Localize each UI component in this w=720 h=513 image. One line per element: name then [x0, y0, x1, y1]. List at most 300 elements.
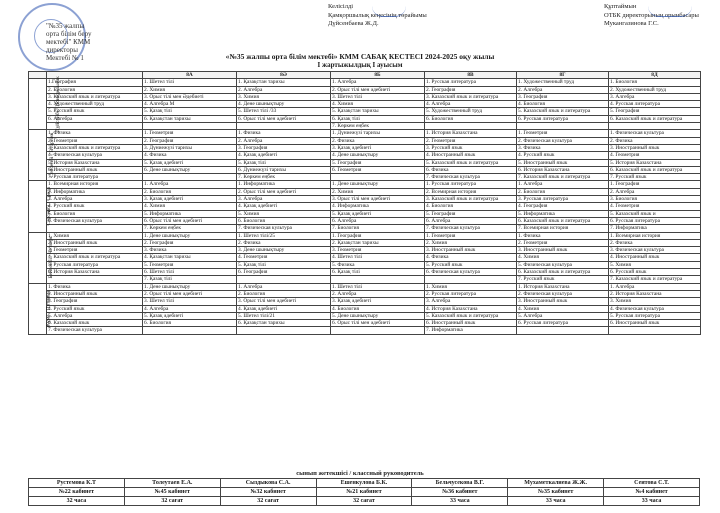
header-right-line: Мукангазинова Г.С.	[604, 20, 659, 27]
lesson-cell: 4. Қазақ әдебиеті	[237, 305, 331, 312]
lesson-cell: 4. Художественный труд	[47, 101, 143, 108]
lesson-cell: 3. Алгебра	[425, 298, 517, 305]
day-label-text: Дүйсенбі / Понедельник	[54, 76, 61, 133]
lesson-cell: 4. Биология	[517, 101, 609, 108]
lesson-cell: 1. Информатика	[237, 181, 331, 188]
lesson-cell: 2. История Казахстана	[609, 290, 701, 297]
header-left-line: мектебі" КММ	[46, 38, 91, 46]
schedule-row	[29, 232, 701, 239]
lesson-cell: 1. Физическая культура	[609, 130, 701, 137]
footer-room-cell: №22 кабинет	[29, 488, 125, 497]
lesson-cell: 2. Алгебра	[331, 290, 425, 297]
lesson-cell: 3. Алгебра	[47, 196, 143, 203]
lesson-cell	[517, 327, 609, 334]
lesson-cell: 6. Русский язык	[609, 269, 701, 276]
lesson-cell: 5. Қазақ әдебиеті	[331, 210, 425, 217]
lesson-cell: 4. Биология	[425, 203, 517, 210]
lesson-cell: 1. Русская литература	[425, 181, 517, 188]
lesson-cell: 1. Алгебра	[143, 181, 237, 188]
footer-room-cell: №32 кабинет	[220, 488, 316, 497]
lesson-cell: 3. Қазақ әдебиеті	[331, 298, 425, 305]
lesson-cell: 5. Қазақ тілі	[237, 159, 331, 166]
lesson-cell: 2. Физическая культура	[517, 137, 609, 144]
lesson-cell: 6. Алгебра	[425, 217, 517, 224]
header-right-line: Құптаймын	[604, 3, 637, 10]
footer-hour-cell: 32 сағат	[316, 497, 412, 506]
lesson-cell: 3. Иностранный язык	[425, 247, 517, 254]
footer-row-rooms	[29, 488, 700, 497]
header-mid-line: Қамқоршылық кеңесінің төрайымы	[328, 11, 427, 19]
schedule-row	[29, 115, 701, 122]
lesson-cell: 5. Химия	[237, 210, 331, 217]
lesson-cell: 1. Химия	[425, 283, 517, 290]
lesson-cell: 4. Физическая культура	[47, 152, 143, 159]
lesson-cell: 3. Физика	[517, 144, 609, 151]
schedule-row	[29, 217, 701, 224]
footer-teacher-cell: Мухаметкалиева Ж.Ж.	[508, 479, 604, 488]
lesson-cell: 4. Алгебра	[143, 305, 237, 312]
page-title: «№35 жалпы орта білім мектебі» КММ САБАҚ КЕСТЕСІ 2024-2025 оқу жылы	[225, 52, 495, 61]
lesson-cell: 1. Всемирная история	[47, 181, 143, 188]
lesson-cell: 1. Художественный труд	[517, 79, 609, 86]
lesson-cell: 3. Физическая культура	[609, 247, 701, 254]
lesson-cell: 2. Биология	[143, 188, 237, 195]
lesson-cell: 1. Шетел тілі/25	[237, 232, 331, 239]
lesson-cell: 1. Алгебра	[331, 79, 425, 86]
lesson-cell: 3. Орыс тілі мен әдебиеті	[331, 196, 425, 203]
lesson-cell: 3. Дүниежүзі тарихы	[143, 144, 237, 151]
day-label-text: Бейсенбі / Четверг	[48, 236, 55, 279]
schedule-table	[28, 71, 701, 335]
lesson-cell: 6. Геометрия	[331, 166, 425, 173]
lesson-cell: 2. Орыс тілі мен әдебиеті	[331, 86, 425, 93]
signature-right	[648, 6, 692, 17]
lesson-cell: 1. География	[609, 181, 701, 188]
class-header: 8В	[425, 72, 517, 79]
schedule-row	[29, 283, 701, 290]
lesson-cell: 5. Казахский язык и литература	[425, 312, 517, 319]
lesson-cell: 3. Шетел тілі	[331, 93, 425, 100]
footer-hour-cell: 32 сағат	[124, 497, 220, 506]
day-label	[29, 130, 56, 181]
lesson-cell: 1. Шетел тілі	[331, 283, 425, 290]
lesson-cell: 6. Физическая культура	[47, 217, 143, 224]
lesson-cell	[237, 276, 331, 283]
footer-teacher-cell: Сыздыкова С.А.	[220, 479, 316, 488]
lesson-cell: 3. Казахский язык и литература	[425, 93, 517, 100]
footer-row-hours	[29, 497, 700, 506]
lesson-cell: 6. Казахский язык и литература	[517, 217, 609, 224]
lesson-cell: 5. Алгебра	[47, 312, 143, 319]
day-label	[29, 283, 52, 334]
lesson-cell	[425, 123, 517, 130]
lesson-cell: 4. Физика	[425, 254, 517, 261]
schedule-row	[29, 254, 701, 261]
lesson-cell: 3. Казахский язык и литература	[425, 196, 517, 203]
lesson-cell: 2. Всемирная история	[425, 188, 517, 195]
lesson-cell: 7. Всемирная история	[517, 225, 609, 232]
schedule-row	[29, 320, 701, 327]
lesson-cell: 3. Қазақ әдебиеті	[331, 144, 425, 151]
lesson-cell	[237, 327, 331, 334]
footer-hour-cell: 33 часа	[508, 497, 604, 506]
lesson-cell: 1. Физика	[47, 130, 143, 137]
schedule-row	[29, 137, 701, 144]
footer-hour-cell: 33 часа	[412, 497, 508, 506]
schedule-row	[29, 239, 701, 246]
lesson-cell: 7. Русская литература	[47, 174, 143, 181]
lesson-cell: 3. Алгебра	[237, 196, 331, 203]
lesson-cell: 6. Алгебра	[331, 217, 425, 224]
lesson-cell: 2. Русская литература	[425, 290, 517, 297]
lesson-cell: 1. Геометрия	[517, 130, 609, 137]
lesson-cell: 3. Геометрия	[47, 247, 143, 254]
lesson-cell: 1. Алгебра	[237, 283, 331, 290]
lesson-cell: 5. Физика	[331, 261, 425, 268]
lesson-cell	[143, 174, 237, 181]
lesson-cell: 7. Информатика	[425, 327, 517, 334]
lesson-cell: 7. Физическая культура	[425, 225, 517, 232]
lesson-cell: 2. Алгебра	[237, 86, 331, 93]
footer-teacher-cell: Бельчусекова В.Г.	[412, 479, 508, 488]
lesson-cell: 6. Алгебра	[47, 115, 143, 122]
lesson-cell: 3. Физика	[143, 247, 237, 254]
lesson-cell: 5. Художественный труд	[425, 108, 517, 115]
lesson-cell: 1. Геометрия	[425, 232, 517, 239]
lesson-cell: 4. Казахский язык и литература	[47, 254, 143, 261]
lesson-cell: 4. Химия	[331, 101, 425, 108]
lesson-cell: 3. Химия	[609, 298, 701, 305]
class-header: 8Б	[331, 72, 425, 79]
lesson-cell: 6. Биология	[143, 320, 237, 327]
lesson-cell: 5. Казахский язык и	[609, 210, 701, 217]
lesson-cell: 5. Русская литература	[47, 261, 143, 268]
day-label	[29, 181, 53, 232]
lesson-cell: 3. Русский язык	[425, 144, 517, 151]
lesson-cell: 2. Орыс тілі мен әдебиеті	[237, 188, 331, 195]
class-header: 8Д	[609, 72, 701, 79]
lesson-cell: 7. Биология	[331, 225, 425, 232]
lesson-cell: 4. Химия	[143, 203, 237, 210]
schedule-row	[29, 196, 701, 203]
lesson-cell: 1. История Казахстана	[425, 130, 517, 137]
header-mid-line: Келісілді	[328, 3, 354, 10]
lesson-cell: 1. Всемирная история	[609, 232, 701, 239]
lesson-cell: 3. Биология	[609, 196, 701, 203]
lesson-cell: 2. Иностранный язык	[47, 290, 143, 297]
schedule-row	[29, 86, 701, 93]
lesson-cell: 6. Қазақстан тарихы	[237, 320, 331, 327]
lesson-cell: 6. Иностранный язык	[609, 320, 701, 327]
schedule-row	[29, 188, 701, 195]
lesson-cell: 6. Русская литература	[517, 115, 609, 122]
lesson-cell: 6. Русская литература	[517, 320, 609, 327]
schedule-row	[29, 123, 701, 130]
class-header: 8А	[143, 72, 237, 79]
lesson-cell: 6. Русская литература	[609, 217, 701, 224]
lesson-cell: 1. Геометрия	[143, 130, 237, 137]
lesson-cell: 4. Русская литература	[609, 101, 701, 108]
lesson-cell: 4. Иностранный язык	[609, 254, 701, 261]
lesson-cell: 2. Қазақстан тарихы	[331, 239, 425, 246]
day-label-text: Жұма / Пятница	[45, 290, 52, 328]
schedule-row	[29, 247, 701, 254]
footer-room-cell: №35 кабинет	[508, 488, 604, 497]
lesson-cell	[609, 327, 701, 334]
lesson-cell: 4. Қазақ әдебиеті	[237, 152, 331, 159]
day-label-text: Сәрсенбі / Среда	[46, 187, 53, 226]
lesson-cell: 6. История Казахстана	[47, 269, 143, 276]
header-right-line: ОТБК директорының орынбасары	[604, 11, 699, 19]
lesson-cell: 2. Физика	[237, 239, 331, 246]
header-left-line: директоры	[46, 46, 78, 54]
lesson-cell: 5. Дене шынықтыру	[331, 312, 425, 319]
lesson-cell: 6. Қазақ тілі	[331, 269, 425, 276]
lesson-cell: 6. Иностранный язык	[425, 320, 517, 327]
lesson-cell: 4. Физическая культура	[609, 305, 701, 312]
schedule-row	[29, 159, 701, 166]
lesson-cell: 1. История Казахстана	[517, 283, 609, 290]
lesson-cell: 4. История Казахстана	[425, 305, 517, 312]
lesson-cell: 5. География	[609, 108, 701, 115]
lesson-cell: 5. История Казахстана	[609, 159, 701, 166]
lesson-cell: 2. География	[425, 86, 517, 93]
lesson-cell: 4. Геометрия	[237, 254, 331, 261]
class-header: 8Ә	[237, 72, 331, 79]
lesson-cell: 5. Қазақ тілі	[237, 261, 331, 268]
lesson-cell: 7. Физическая культура	[47, 327, 143, 334]
footer-teacher-cell: Сеитова С.Т.	[604, 479, 700, 488]
footer-hour-cell: 32 часа	[29, 497, 125, 506]
lesson-cell: 1.География	[47, 79, 143, 86]
lesson-cell: 1. Физика	[47, 283, 143, 290]
schedule-row	[29, 101, 701, 108]
lesson-cell	[143, 123, 237, 130]
lesson-cell: 6. География	[237, 269, 331, 276]
lesson-cell: 4. Алгебра М	[143, 101, 237, 108]
schedule-row	[29, 152, 701, 159]
schedule-row	[29, 203, 701, 210]
lesson-cell	[237, 123, 331, 130]
lesson-cell: 2. Художественный труд	[609, 86, 701, 93]
lesson-cell: 3. Иностранный язык	[517, 247, 609, 254]
lesson-cell: 5. Қазақ тілі	[143, 108, 237, 115]
lesson-cell: 1. Дүниежүзі тарихы	[331, 130, 425, 137]
lesson-cell: 6. Биология	[237, 217, 331, 224]
lesson-cell: 6. Қазақ тілі	[331, 115, 425, 122]
lesson-cell: 3. География	[517, 93, 609, 100]
lesson-cell: 3. Иностранный язык	[517, 298, 609, 305]
lesson-cell: 1. География	[331, 232, 425, 239]
lesson-cell: 5. Информатика	[517, 210, 609, 217]
footer-room-cell: №21 кабинет	[316, 488, 412, 497]
lesson-cell: 7. Казахский язык и литература	[609, 276, 701, 283]
lesson-cell	[425, 276, 517, 283]
lesson-cell: 3. География	[47, 298, 143, 305]
footer-room-cell: №45 кабинет	[124, 488, 220, 497]
lesson-cell: 6. Шетел тілі	[143, 269, 237, 276]
lesson-cell: 4. Русский язык	[47, 305, 143, 312]
schedule-row	[29, 174, 701, 181]
header-mid-line: Дүйсенбаева Ж.Д.	[328, 20, 379, 27]
lesson-cell: 7. Физическая культура	[237, 225, 331, 232]
lesson-cell: 2. Геометрия	[425, 137, 517, 144]
lesson-cell: 1. Дене шынықтыру	[143, 232, 237, 239]
lesson-cell: 5. Казахский язык и литература	[425, 159, 517, 166]
lesson-cell: 2. Информатика	[47, 188, 143, 195]
lesson-cell: 6. Орыс тілі мен әдебиеті	[143, 217, 237, 224]
schedule-row	[29, 327, 701, 334]
lesson-cell: 5. География	[425, 210, 517, 217]
lesson-cell: 3. Иностранный язык	[609, 144, 701, 151]
lesson-cell	[47, 276, 143, 283]
schedule-row	[29, 312, 701, 319]
header-left-line: орта білім беру	[46, 30, 92, 38]
schedule-row	[29, 276, 701, 283]
schedule-row	[29, 108, 701, 115]
lesson-cell: 2. Биология	[517, 188, 609, 195]
schedule-row	[29, 261, 701, 268]
lesson-cell	[331, 174, 425, 181]
lesson-cell: 7. Қазақ тілі	[143, 276, 237, 283]
lesson-cell	[143, 327, 237, 334]
schedule-row	[29, 181, 701, 188]
lesson-cell: 4. Физика	[143, 152, 237, 159]
lesson-cell: 3. Шетел тілі	[143, 298, 237, 305]
lesson-cell: 6. Орыс тілі мен әдебиеті	[237, 115, 331, 122]
lesson-cell: 5. География	[331, 159, 425, 166]
lesson-cell: 6. Казахский язык и литература	[609, 166, 701, 173]
footer-teacher-cell: Ешенкулова Б.К.	[316, 479, 412, 488]
schedule-row	[29, 290, 701, 297]
lesson-cell: 1. Алгебра	[609, 283, 701, 290]
lesson-cell: 4. Химия	[517, 305, 609, 312]
lesson-cell: 3. Казахский язык и литература	[47, 93, 143, 100]
lesson-cell: 1. Химия	[47, 232, 143, 239]
footer-room-cell: №4 кабинет	[604, 488, 700, 497]
lesson-cell	[517, 123, 609, 130]
header-left-line: "№35 жалпы	[46, 22, 85, 30]
footer-hour-cell: 33 часа	[604, 497, 700, 506]
footer-teacher-cell: Рустемова К.Т	[29, 479, 125, 488]
lesson-cell: 5. Иностранный язык	[517, 159, 609, 166]
lesson-cell: 7. Көркем еңбек	[143, 225, 237, 232]
lesson-cell: 3. Орыс тілі мен әдебиеті	[237, 298, 331, 305]
lesson-cell: 5. Физическая культура	[517, 261, 609, 268]
lesson-cell: 5. Геометрия	[143, 261, 237, 268]
footer-row-teachers	[29, 479, 700, 488]
class-header-row	[29, 72, 701, 79]
lesson-cell: 5. Русский язык	[425, 261, 517, 268]
lesson-cell	[609, 123, 701, 130]
lesson-cell: 2. География	[143, 137, 237, 144]
lesson-cell: 2. Алгебра	[237, 137, 331, 144]
lesson-cell: 3. Геометрия	[331, 247, 425, 254]
lesson-cell: 4. Русский язык	[517, 152, 609, 159]
lesson-cell: 7. Көркем еңбек	[237, 174, 331, 181]
lesson-cell: 1. Дене шынықтыру	[331, 181, 425, 188]
lesson-cell: 3. Қазақ әдебиеті	[143, 196, 237, 203]
lesson-cell: 6. Казахский язык и литература	[609, 115, 701, 122]
class-header: 8Г	[517, 72, 609, 79]
lesson-cell	[47, 225, 143, 232]
schedule-row	[29, 225, 701, 232]
schedule-row	[29, 305, 701, 312]
lesson-cell: 2. Геометрия	[517, 239, 609, 246]
header-left-line: Мектебі № 1	[46, 54, 84, 62]
lesson-cell: 2. Физика	[609, 239, 701, 246]
lesson-cell: 6. Қазақстан тарихы	[143, 115, 237, 122]
lesson-cell: 4. Дене шынықтыру	[237, 101, 331, 108]
lesson-cell: 2. Физическая культура	[517, 290, 609, 297]
lesson-cell: 3. Казахский язык и литература	[47, 144, 143, 151]
schedule-row	[29, 210, 701, 217]
lesson-cell: 1. Русская литература	[425, 79, 517, 86]
lesson-cell: 5. Казахский язык и литература	[517, 108, 609, 115]
lesson-cell: 5. Қазақ әдебиеті	[143, 159, 237, 166]
lesson-cell: 1. Дене шынықтыру	[143, 283, 237, 290]
schedule-row	[29, 298, 701, 305]
lesson-cell: 6. Физика	[425, 166, 517, 173]
lesson-cell: 6. Казахский язык и литература	[517, 269, 609, 276]
lesson-cell: 7. Русский язык	[517, 276, 609, 283]
day-label	[29, 232, 55, 283]
lesson-cell: 3. Алгебра	[609, 93, 701, 100]
lesson-cell: 5. Шетел тілі /33	[237, 108, 331, 115]
footer-teacher-cell: Толеутаев Е.А.	[124, 479, 220, 488]
lesson-cell: 6. История Казахстана	[517, 166, 609, 173]
lesson-cell: 6. Дене шынықтыру	[143, 166, 237, 173]
corner-cell	[29, 72, 47, 79]
day-label-text: Сейсенбі / Вторник	[49, 133, 56, 178]
lesson-cell: 4. Биология	[331, 305, 425, 312]
lesson-cell: 2. Химия	[331, 188, 425, 195]
lesson-cell: 4. Алгебра	[425, 101, 517, 108]
footer-title: сынып жетекшісі / классный руководитель	[296, 470, 424, 477]
lesson-cell: 3. Русская литература	[517, 196, 609, 203]
lesson-cell: 2. Геометрия	[47, 137, 143, 144]
lesson-cell: 2. Биология	[237, 290, 331, 297]
lesson-cell: 3. Орыс тілі мен Әдебиеті	[143, 93, 237, 100]
lesson-cell: 5. История Казахстана	[47, 159, 143, 166]
lesson-cell: 6. Казахский язык	[47, 320, 143, 327]
lesson-cell: 2. Физика	[331, 137, 425, 144]
lesson-cell: 7. Русский язык	[609, 174, 701, 181]
lesson-cell: 4. Шетел тілі	[331, 254, 425, 261]
lesson-cell: 7. Физическая культура	[425, 174, 517, 181]
schedule-row	[29, 93, 701, 100]
lesson-cell: 1. Алгебра	[517, 181, 609, 188]
lesson-cell: 2. Химия	[425, 239, 517, 246]
lesson-cell: 4. Дене шынықтыру	[331, 152, 425, 159]
lesson-cell: 4. Иностранный язык	[425, 152, 517, 159]
lesson-cell: 5. Химия	[609, 261, 701, 268]
lesson-cell: 4. География	[517, 203, 609, 210]
lesson-cell: 4. Информатика	[331, 203, 425, 210]
lesson-cell	[331, 276, 425, 283]
lesson-cell: 6. Физическая культура	[425, 269, 517, 276]
lesson-cell: 5. Информатика	[143, 210, 237, 217]
lesson-cell: 3. Дене шынықтыру	[237, 247, 331, 254]
footer-room-cell: №36 кабинет	[412, 488, 508, 497]
lesson-cell: 5. Русская литература	[609, 312, 701, 319]
lesson-cell: 6. Иностранный язык	[47, 166, 143, 173]
lesson-cell: 3. География	[237, 144, 331, 151]
lesson-cell: 4. Геометрия	[609, 152, 701, 159]
schedule-row	[29, 269, 701, 276]
lesson-cell: 7. Информатика	[609, 225, 701, 232]
lesson-cell: 6. Биология	[425, 115, 517, 122]
